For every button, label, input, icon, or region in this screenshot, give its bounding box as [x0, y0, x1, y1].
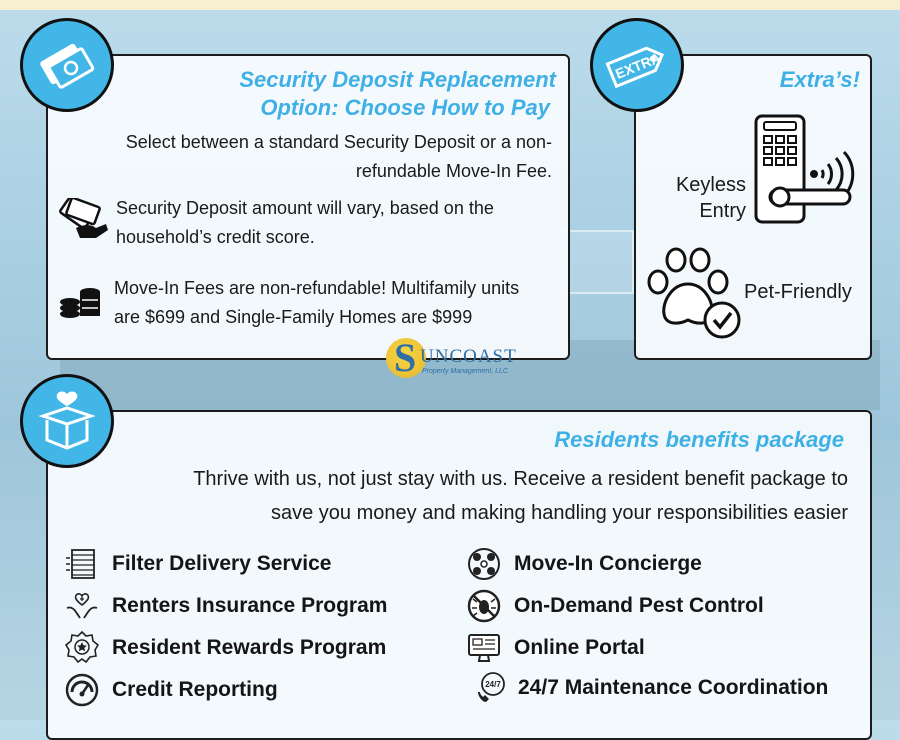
deposit-item2-line2: are $699 and Single-Family Homes are $999: [114, 307, 473, 327]
benefit-credit-reporting: [64, 672, 278, 708]
pet-label: Pet-Friendly: [744, 281, 852, 303]
coins-icon: [58, 286, 104, 320]
benefit-label: Filter Delivery Service: [112, 552, 332, 575]
deposit-item2: [114, 274, 554, 332]
gift-box-circle-badge: [20, 374, 114, 468]
keyless-line2: Entry: [699, 200, 746, 222]
extras-title: Extra’s!: [779, 67, 860, 92]
benefits-intro-line2: save you money and making handling your responsibilities easier: [271, 502, 848, 524]
benefit-online-portal: [466, 630, 645, 666]
credit-gauge-icon: [64, 672, 100, 708]
benefit-label: 24/7 Maintenance Coordination: [518, 676, 829, 699]
phone-24-7-icon: [472, 670, 508, 706]
suncoast-logo: [384, 336, 520, 384]
benefit-label: Credit Reporting: [112, 678, 278, 701]
deposit-title: [150, 66, 556, 122]
heart-box-icon: [35, 390, 99, 452]
benefit-label: Move-In Concierge: [514, 552, 702, 575]
benefit-resident-rewards: [64, 630, 386, 666]
deposit-title-line1: Security Deposit Replacement: [239, 67, 556, 92]
benefit-label: Renters Insurance Program: [112, 594, 388, 617]
top-banner-strip: [0, 0, 900, 10]
concierge-services-icon: [466, 546, 502, 582]
deposit-item1-line2: household’s credit score.: [116, 227, 315, 247]
award-badge-icon: [64, 630, 100, 666]
keyless-label: [660, 172, 746, 224]
benefit-label: Resident Rewards Program: [112, 636, 387, 659]
paw-check-icon: [644, 244, 744, 340]
keypad-lock-icon: [752, 112, 856, 226]
tag-text: EXTRA: [613, 49, 664, 82]
cash-hand-icon: [58, 198, 110, 242]
logo-subtitle: Property Management, LLC: [422, 368, 508, 375]
deposit-title-line2: Option: Choose How to Pay: [260, 95, 550, 120]
hands-heart-icon: [64, 588, 100, 624]
money-icon: [38, 36, 96, 94]
benefits-intro-line1: Thrive with us, not just stay with us. Receive a resident benefit package to: [193, 468, 848, 490]
benefits-title: Residents benefits package: [554, 427, 844, 452]
benefits-intro: [120, 462, 848, 530]
keyless-line1: Keyless: [675, 174, 746, 196]
logo-name: UNCOAST: [420, 346, 517, 367]
benefit-filter-delivery: [64, 546, 331, 582]
deposit-intro-line2: refundable Move-In Fee.: [355, 161, 552, 181]
deposit-item1: [116, 194, 556, 252]
money-circle-badge: [20, 18, 114, 112]
extra-tag-circle-badge: [590, 18, 684, 112]
computer-monitor-icon: [466, 630, 502, 666]
clock-label: 24/7: [485, 680, 501, 689]
no-pests-icon: [466, 588, 502, 624]
deposit-intro: [70, 128, 552, 186]
logo-letter: S: [394, 335, 417, 380]
benefit-label: On-Demand Pest Control: [514, 594, 764, 617]
background-picture-frame: [560, 230, 634, 294]
deposit-item2-line1: Move-In Fees are non-refundable! Multifamily units: [114, 278, 520, 298]
benefit-label: Online Portal: [514, 636, 645, 659]
benefit-renters-insurance: [64, 588, 387, 624]
deposit-intro-line1: Select between a standard Security Deposit or a non-: [125, 132, 552, 152]
deposit-item1-line1: Security Deposit amount will vary, based on the: [116, 198, 494, 218]
benefit-move-in-concierge: [466, 546, 702, 582]
benefit-pest-control: [466, 588, 764, 624]
benefit-maintenance-coordination: [472, 670, 828, 706]
air-filter-icon: [64, 546, 100, 582]
price-tag-icon: [604, 35, 670, 95]
